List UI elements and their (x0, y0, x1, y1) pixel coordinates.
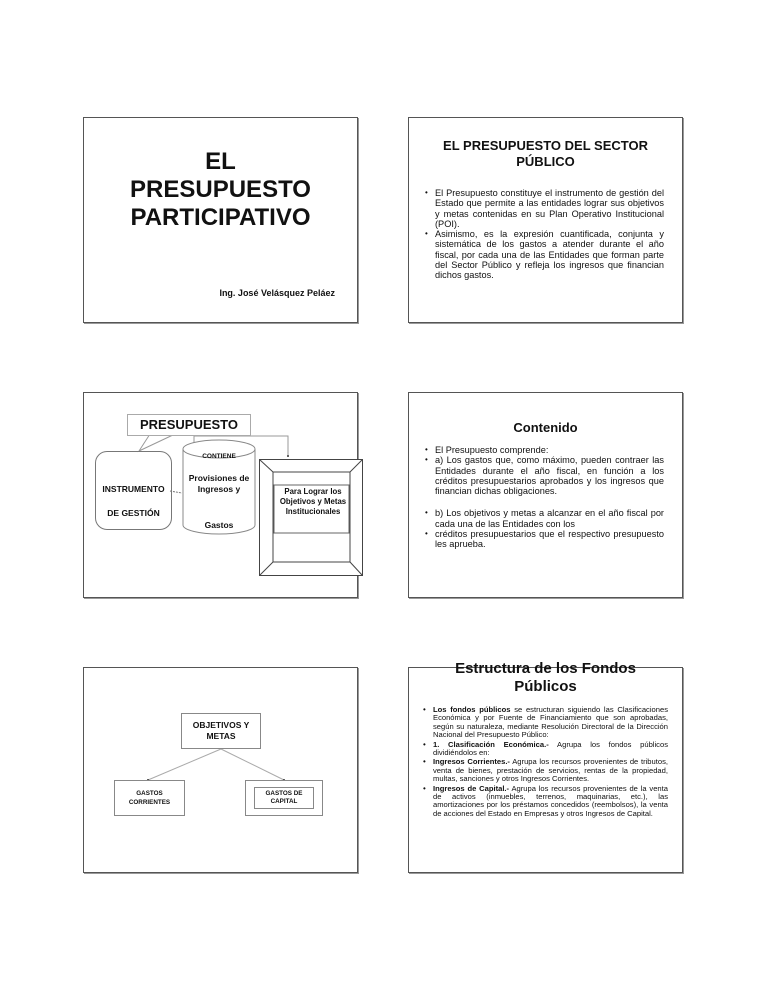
bullet-text: se estructuran siguiendo las Clasificaciones Económica y por Fuente de Financiamiento que son aprobadas, según su naturaleza, mediante Resolución Directoral de la Dirección Nacional del Presupuesto Público: (433, 705, 668, 740)
objetivos-metas-box: OBJETIVOS Y METAS (181, 713, 261, 749)
bullet-bold: Ingresos Corrientes.- (433, 757, 510, 767)
bullet-item: • créditos presupuestarios que el respectivo presupuesto les aprueba. (425, 529, 664, 550)
gastos-label: Gastos (204, 520, 234, 530)
instrumento-box (95, 451, 172, 530)
bullet-list (425, 188, 664, 281)
gastos-corrientes-box: GASTOS CORRIENTES (114, 780, 185, 816)
provisiones-label: Provisiones de Ingresos y (188, 473, 250, 494)
bullet-item (423, 758, 668, 783)
bullet-item: • El Presupuesto comprende: (425, 445, 664, 455)
title-line: PARTICIPATIVO (130, 204, 311, 231)
author-name: Ing. José Velásquez Peláez (219, 288, 335, 298)
slide-title: Contenido (513, 420, 578, 435)
slide-4-contenido (408, 392, 683, 598)
slide-3-presupuesto-diagram (83, 392, 358, 598)
title-line: PRESUPUESTO (130, 176, 311, 203)
title-line: Estructura de los Fondos (455, 660, 636, 677)
bullet-text: Agrupa los fondos públicos dividiéndolos en: (433, 739, 668, 758)
presupuesto-callout: PRESUPUESTO (127, 414, 251, 436)
bullet-item (423, 706, 668, 740)
bullet-item: • a) Los gastos que, como máximo, pueden contraer las Entidades durante el año fiscal, en función a los créditos presupuestarios aprobados y los ingresos que financian dichas obligaciones. (425, 455, 664, 496)
bullet-item: • b) Los objetivos y metas a alcanzar en el año fiscal por cada una de las Entidades con los (425, 508, 664, 529)
bullet-text: Agrupa los recursos provenientes de tributos, venta de bienes, prestación de servicios, rentas de la propiedad, multas, sanciones y otros Ingresos Corrientes. (433, 757, 668, 784)
title-line: EL (205, 148, 236, 175)
instrumento-label: INSTRUMENTO (102, 484, 165, 494)
slide-6-estructura-fondos (408, 660, 683, 873)
title-line: Públicos (514, 678, 577, 695)
goal-label: Para Lograr los Objetivos y Metas Institucionales (279, 487, 347, 516)
slide-title (409, 138, 682, 170)
slide-2-sector-publico (408, 117, 683, 323)
bullet-item: • El Presupuesto constituye el instrumento de gestión del Estado que permite a las entidades lograr sus objetivos y metas contenidas en su Plan Operativo Institucional (POI). (425, 188, 664, 229)
bullet-item (423, 741, 668, 758)
slide-1-title (83, 117, 358, 323)
title-line: EL PRESUPUESTO DEL SECTOR (443, 138, 648, 153)
bullet-bold: 1. Clasificación Económica.- (433, 739, 549, 749)
bullet-item (423, 785, 668, 819)
bullet-text: Agrupa los recursos provenientes de la venta de activos (inmuebles, terrenos, maquinarias, etc.), las amortizaciones por los préstamos concedidos (reembolsos), la venta de acciones del Estado en Empresas y otros Ingresos de Capital. (433, 783, 668, 818)
slide-title (409, 660, 682, 696)
tree-connectors (84, 668, 359, 874)
slide-5-objetivos-diagram (83, 667, 358, 873)
bullet-list (425, 445, 664, 550)
bullet-bold: Ingresos de Capital.- (433, 783, 510, 793)
title-line: PÚBLICO (516, 154, 575, 169)
gestion-label: DE GESTIÓN (107, 508, 160, 518)
gastos-capital-box (245, 780, 323, 816)
bullet-bold: Los fondos públicos (433, 705, 511, 714)
contiene-label: CONTIENE (202, 453, 236, 460)
bullet-item: • Asimismo, es la expresión cuantificada, conjunta y sistemática de los gastos a atender durante el año fiscal, por cada una de las Entidades que forman parte del Sector Público y refleja los ingresos que financian dichos gastos. (425, 229, 664, 280)
gastos-capital-label: GASTOS DE CAPITAL (254, 787, 314, 809)
bullet-list (423, 706, 668, 819)
presentation-title (84, 148, 357, 232)
